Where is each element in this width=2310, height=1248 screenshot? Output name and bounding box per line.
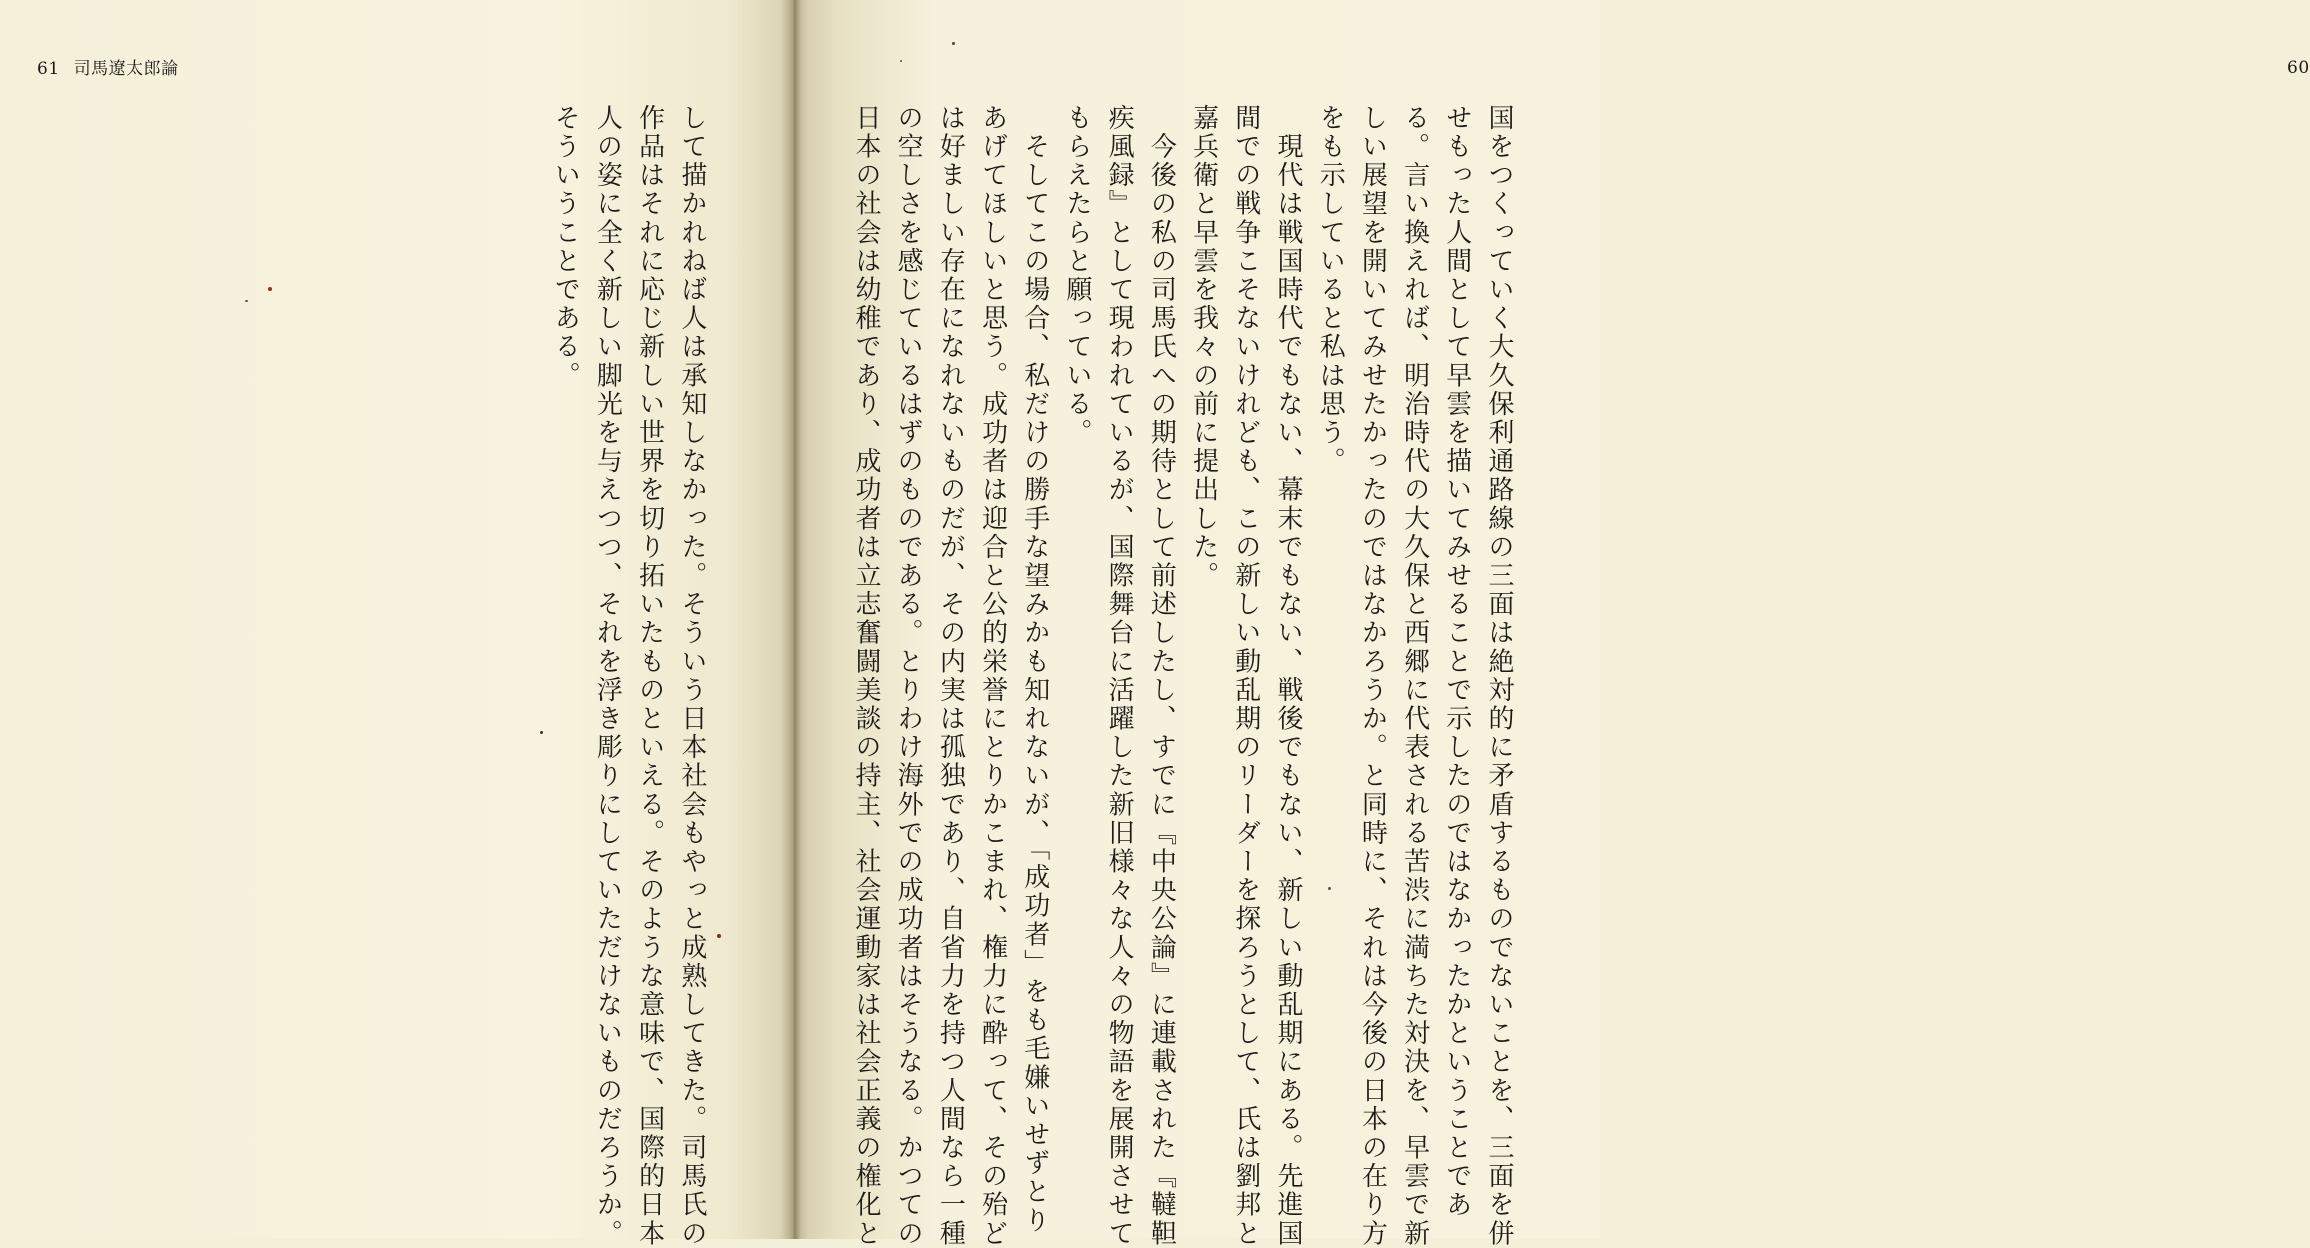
text-line: して描かれねば人は承知しなかった。そういう日本社会もやっと成熟してきた。司馬氏の xyxy=(676,104,707,1248)
paper-speck xyxy=(717,934,721,938)
text-line: 疾風録』として現われているが、国際舞台に活躍した新旧様々な人々の物語を展開させて xyxy=(1104,104,1135,1248)
paper-speck xyxy=(268,287,272,291)
text-line: る。言い換えれば、明治時代の大久保と西郷に代表される苦渋に満ちた対決を、早雲で新 xyxy=(1399,104,1430,1248)
book-gutter xyxy=(780,0,808,1239)
right-page xyxy=(790,0,2310,1248)
right-page-number: 60 xyxy=(2287,58,2310,78)
text-line: せもった人間として早雲を描いてみせることで示したのではなかったかということであ xyxy=(1441,104,1472,1220)
paper-speck xyxy=(1328,887,1331,890)
text-line: 嘉兵衛と早雲を我々の前に提出した。 xyxy=(1188,104,1219,591)
text-line: あげてほしいと思う。成功者は迎合と公的栄誉にとりかこまれ、権力に酔って、その殆ど xyxy=(977,104,1008,1248)
text-line: 今後の私の司馬氏への期待として前述したし、すでに『中央公論』に連載された『韃靼 xyxy=(1146,104,1177,1248)
text-line: の空しさを感じているはずのものである。とりわけ海外での成功者はそうなる。かつての xyxy=(893,104,924,1248)
text-line: 作品はそれに応じ新しい世界を切り拓いたものといえる。そのような意味で、国際的日本 xyxy=(634,104,665,1248)
paper-speck xyxy=(245,300,248,302)
text-line: 現代は戦国時代でもない、幕末でもない、戦後でもない、新しい動乱期にある。先進国 xyxy=(1272,104,1303,1248)
running-title: 司馬遼太郎論 xyxy=(73,59,179,79)
text-line: 日本の社会は幼稚であり、成功者は立志奮闘美談の持主、社会運動家は社会正義の権化と xyxy=(850,104,881,1248)
text-line: そしてこの場合、私だけの勝手な望みかも知れないが、「成功者」をも毛嫌いせずとり xyxy=(1019,104,1050,1235)
text-line: は好ましい存在になれないものだが、その内実は孤独であり、自省力を持つ人間なら一種 xyxy=(935,104,966,1248)
text-line: 人の姿に全く新しい脚光を与えつつ、それを浮き彫りにしていただけないものだろうか。 xyxy=(592,104,623,1248)
paper-speck xyxy=(952,42,955,45)
paper-speck xyxy=(900,60,902,62)
left-page-header xyxy=(37,54,179,79)
text-line: をも示していると私は思う。 xyxy=(1315,104,1346,476)
text-line: もらえたらと願っている。 xyxy=(1061,104,1092,448)
left-page-number: 61 xyxy=(37,59,60,79)
left-page-body xyxy=(544,104,713,1248)
text-line: 間での戦争こそないけれども、この新しい動乱期のリーダーを探ろうとして、氏は劉邦と xyxy=(1230,104,1261,1248)
text-line: しい展望を開いてみせたかったのではなかろうか。と同時に、それは今後の日本の在り方 xyxy=(1357,104,1388,1248)
text-line: そういうことである。 xyxy=(550,104,581,390)
left-page xyxy=(0,0,790,1248)
paper-speck xyxy=(540,731,543,734)
right-page-body xyxy=(845,104,1520,1248)
text-line: 国をつくっていく大久保利通路線の三面は絶対的に矛盾するものでないことを、三面を併 xyxy=(1484,104,1514,1248)
